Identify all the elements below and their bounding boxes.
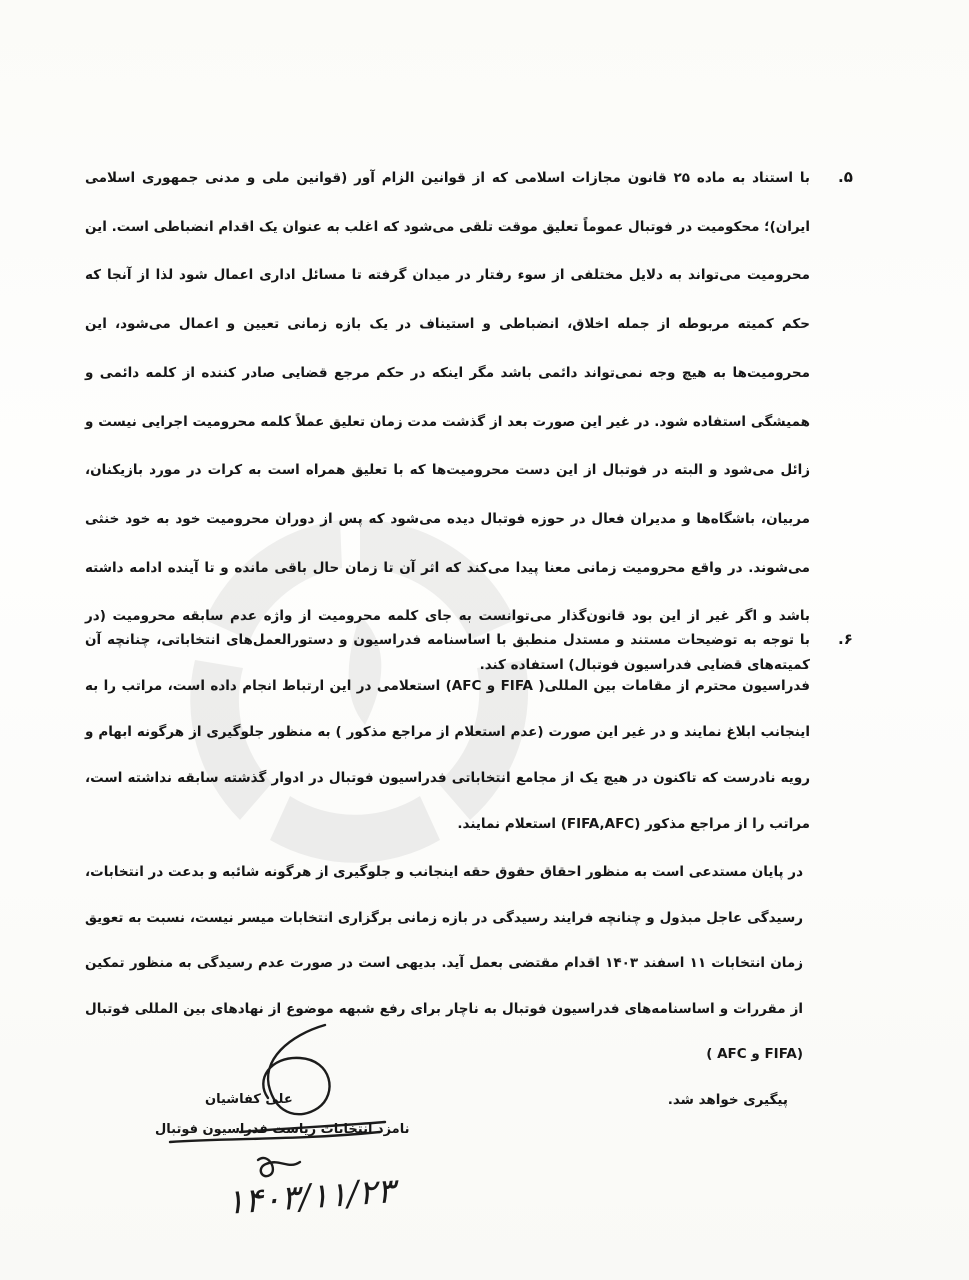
- item-number: ۶.: [838, 630, 853, 648]
- closing-text: در پایان مستدعی است به منظور احقاق حقوق حقه اینجانب و جلوگیری از هرگونه شائبه و بدعت در انتخابات، رسیدگی عاجل مبذول و چنانچه فرایند رسیدگی در بازه زمانی برگزاری انتخابات میسر نیست، نسبت به تعویق زمان انتخابات ۱۱ اسفند ۱۴۰۳ اقدام مقتضی بعمل آید. بدیهی است در صورت عدم رسیدگی به منظور تمکین از مقررات و اساسنامه‌های فدراسیون فوتبال به ناچار برای رفع شبهه موضوع از نهادهای بین المللی فوتبال (FIFA و AFC ): [85, 864, 803, 1062]
- signer-name: علی کفاشیان: [205, 1092, 293, 1107]
- signer-title: نامزد انتخابات ریاست فدراسیون فوتبال: [155, 1122, 410, 1137]
- paragraph-item-5: با استناد به ماده ۲۵ قانون مجازات اسلامی که از قوانین الزام آور (قوانین ملی و مدنی جمهوری اسلامی ایران)؛ محکومیت در فوتبال عموماً تعلیق موقت تلقی می‌شود که اغلب به عنوان یک اقدام انضباطی است. این محرومیت می‌تواند به دلایل مختلفی از سوء رفتار در میدان گرفته تا مسائل اداری اعمال شود لذا از آنجا که حکم کمیته مربوطه از جمله اخلاق، انضباطی و استیناف در یک بازه زمانی تعیین و اعمال می‌شود، این محرومیت‌ها به هیچ وجه نمی‌تواند دائمی باشد مگر اینکه در حکم مرجع قضایی صادر کننده از کلمه دائمی و همیشگی استفاده شود. در غیر این صورت بعد از گذشت مدت زمان تعلیق عملاً کلمه محرومیت اجرایی نیست و زائل می‌شود و البته در فوتبال از این دست محرومیت‌ها که با تعلیق همراه است به کرات در مورد بازیکنان، مربیان، باشگاه‌ها و مدیران فعال در حوزه فوتبال دیده می‌شود که پس از دوران محرومیت خود به خود خنثی می‌شوند. در واقع محرومیت زمانی معنا پیدا می‌کند که اثر آن تا زمان حال باقی مانده و تا آینده ادامه داشته باشد و اگر غیر از این بود قانون‌گذار می‌توانست به جای کلمه محرومیت از واژه عدم سابقه محرومیت (در کمیته‌های قضایی فدراسیون فوتبال) استفاده کند.: [85, 170, 810, 674]
- closing-last-line: پیگیری خواهد شد.: [667, 1091, 788, 1108]
- item-number: ۵.: [838, 168, 853, 186]
- paragraph-item-6: با توجه به توضیحات مستند و مستدل منطبق با اساسنامه فدراسیون و دستورالعمل‌های انتخاباتی، چنانچه آن فدراسیون محترم از مقامات بین المللی( FIFA و AFC) استعلامی در این ارتباط انجام داده است، مراتب را به اینجانب ابلاغ نمایند و در غیر این صورت (عدم استعلام از مراجع مذکور ) به منظور جلوگیری از هرگونه ابهام و رویه نادرست که تاکنون در هیچ یک از مجامع انتخاباتی فدراسیون فوتبال در ادوار گذشته سابقه نداشته است، مراتب را از مراجع مذکور (FIFA,AFC) استعلام نمایند.: [85, 632, 810, 832]
- handwritten-date: ۱۴۰۳/۱۱/۲۳: [224, 1171, 397, 1223]
